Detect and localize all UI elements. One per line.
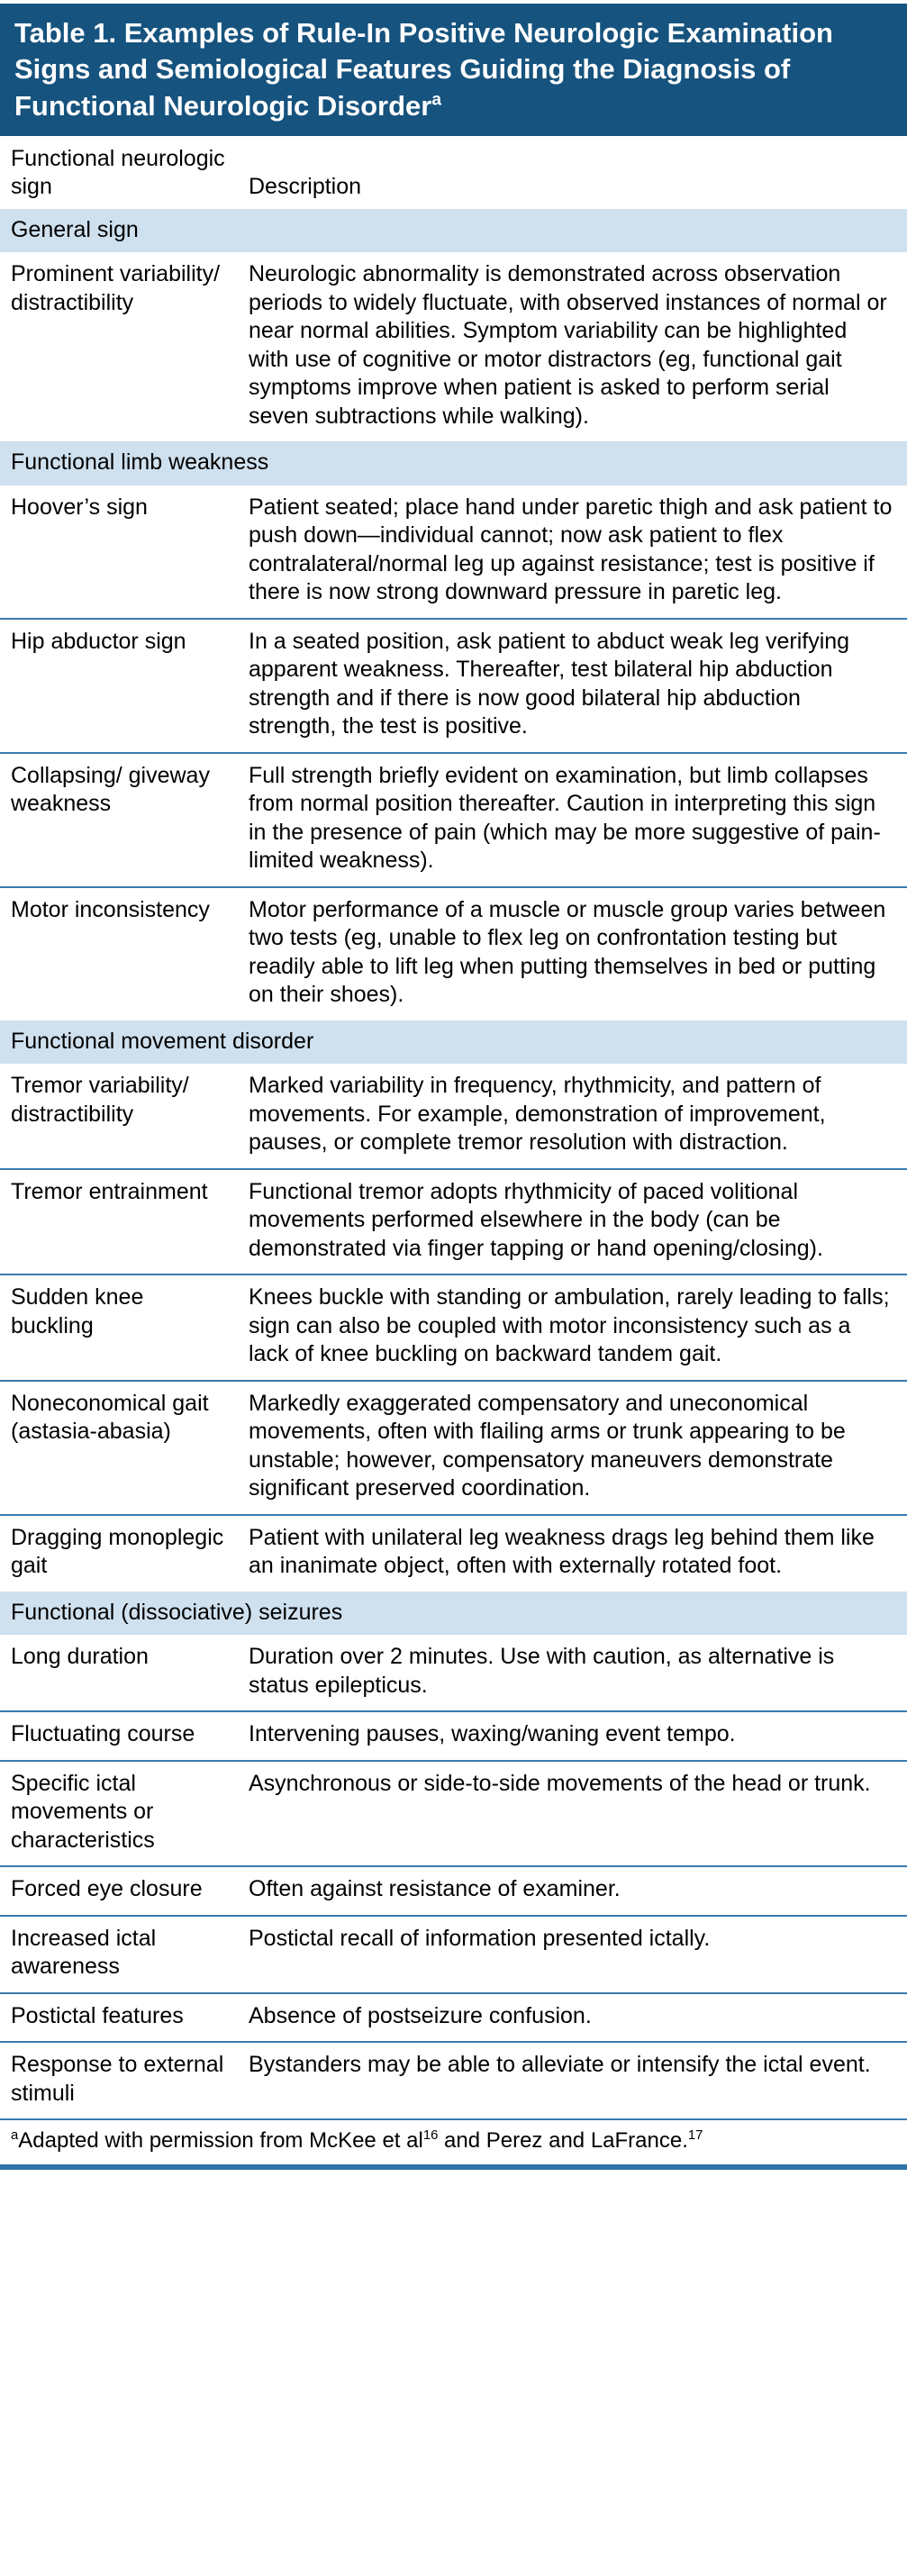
section-header-functional-dissociative-seizures: Functional (dissociative) seizures xyxy=(0,1592,907,1636)
table-row xyxy=(0,1168,907,1274)
table-row xyxy=(0,1380,907,1514)
description-cell: Functional tremor adopts rhythmicity of paced volitional movements performed elsewhere in the body (can be demonstrated via finger tapping or hand opening/closing). xyxy=(249,1178,823,1261)
section-functional-dissociative-seizures xyxy=(0,1635,907,2118)
table-row xyxy=(0,1915,907,1992)
column-header-description: Description xyxy=(249,174,362,200)
sign-cell: Motor inconsistency xyxy=(11,896,210,922)
description-cell: Motor performance of a muscle or muscle group varies between two tests (eg, unable to flex leg on confrontation testing but readily able to lift leg when putting themselves in bed or putting on their shoes). xyxy=(249,896,886,1008)
description-cell: Asynchronous or side-to-side movements of the head or trunk. xyxy=(249,1770,871,1796)
footnote-text-1: Adapted with permission from McKee et al xyxy=(18,2128,423,2154)
description-cell: Knees buckle with standing or ambulation, rarely leading to falls; sign can also be coupled with motor inconsistency such as a lack of knee buckling on backward tandem gait. xyxy=(249,1284,890,1367)
sign-cell: Response to external stimuli xyxy=(11,2052,224,2106)
table-row xyxy=(0,752,907,886)
sign-cell: Long duration xyxy=(11,1644,149,1670)
section-header-functional-limb-weakness: Functional limb weakness xyxy=(0,441,907,485)
section-header-general-sign: General sign xyxy=(0,209,907,253)
sign-cell: Hoover’s sign xyxy=(11,494,148,520)
description-cell: Full strength briefly evident on examination, but limb collapses from normal position thereafter. Caution in interpreting this sign in the presence of pain (which may be more suggestive of pain-limited weakness). xyxy=(249,762,881,874)
sign-cell: Prominent variability/ distractibility xyxy=(11,261,221,315)
description-cell: Bystanders may be able to alleviate or intensify the ictal event. xyxy=(249,2052,871,2078)
table-row xyxy=(0,485,907,618)
section-general-sign xyxy=(0,252,907,441)
table-row xyxy=(0,2041,907,2118)
footnote-marker: a xyxy=(11,2128,19,2144)
table-footnote xyxy=(0,2118,907,2169)
table-row xyxy=(0,1992,907,2042)
description-cell: Patient seated; place hand under paretic thigh and ask patient to push down—individual cannot; now ask patient to flex contralateral/normal leg up against resistance; test is positive if there is now strong downward pressure in paretic leg. xyxy=(249,494,893,605)
table-title-superscript: a xyxy=(431,90,442,110)
column-header-sign: Functional neurologic sign xyxy=(11,145,225,200)
table-row xyxy=(0,1274,907,1380)
sign-cell: Forced eye closure xyxy=(11,1876,203,1902)
sign-cell: Specific ictal movements or characteristics xyxy=(11,1770,155,1853)
table-row xyxy=(0,618,907,752)
table-row xyxy=(0,1865,907,1915)
table-row xyxy=(0,252,907,441)
section-functional-movement-disorder xyxy=(0,1064,907,1592)
footnote-reference-17: 17 xyxy=(687,2128,703,2144)
table-row xyxy=(0,1635,907,1710)
table-title-bar xyxy=(0,4,907,136)
table-title: Table 1. Examples of Rule-In Positive Neurologic Examination Signs and Semiological Features Guiding the Diagnosis of Functional Neurologic Disorder xyxy=(14,17,833,122)
table-row xyxy=(0,1064,907,1168)
sign-cell: Dragging monoplegic gait xyxy=(11,1524,224,1579)
sign-cell: Hip abductor sign xyxy=(11,628,186,654)
description-cell: Patient with unilateral leg weakness drags leg behind them like an inanimate object, often with externally rotated foot. xyxy=(249,1524,875,1579)
description-cell: Markedly exaggerated compensatory and uneconomical movements, often with flailing arms or trunk appearing to be unstable; however, compensatory maneuvers demonstrate significant preserved coordination. xyxy=(249,1390,846,1501)
sign-cell: Fluctuating course xyxy=(11,1721,195,1747)
sign-cell: Tremor entrainment xyxy=(11,1178,208,1204)
footnote-reference-16: 16 xyxy=(422,2128,439,2144)
sign-cell: Sudden knee buckling xyxy=(11,1284,144,1338)
sign-cell: Postictal features xyxy=(11,2002,184,2028)
section-header-functional-movement-disorder: Functional movement disorder xyxy=(0,1020,907,1065)
table-row xyxy=(0,1760,907,1866)
column-header-row xyxy=(0,136,907,209)
description-cell: Absence of postseizure confusion. xyxy=(249,2002,592,2028)
description-cell: Neurologic abnormality is demonstrated across observation periods to widely fluctuate, with observed instances of normal or near normal abilities. Symptom variability can be highlighted with use of cognitive or motor distractors (eg, functional gait symptoms improve when patient is asked to perform serial seven subtractions while walking). xyxy=(249,261,887,429)
table-row xyxy=(0,1710,907,1760)
sign-cell: Collapsing/ giveway weakness xyxy=(11,762,210,817)
table-row xyxy=(0,886,907,1020)
description-cell: Intervening pauses, waxing/waning event tempo. xyxy=(249,1721,736,1747)
description-cell: Often against resistance of examiner. xyxy=(249,1876,621,1902)
description-cell: Postictal recall of information presented ictally. xyxy=(249,1925,711,1951)
footnote-text-2: and Perez and LaFrance. xyxy=(438,2128,688,2154)
description-cell: Marked variability in frequency, rhythmicity, and pattern of movements. For example, demonstration of improvement, pauses, or complete tremor resolution with distraction. xyxy=(249,1073,826,1156)
section-functional-limb-weakness xyxy=(0,485,907,1020)
sign-cell: Tremor variability/ distractibility xyxy=(11,1073,189,1127)
description-cell: In a seated position, ask patient to abduct weak leg verifying apparent weakness. Thereafter, test bilateral hip abduction strength and if there is now good bilateral hip abduction strength, the test is positive. xyxy=(249,628,850,739)
table-row xyxy=(0,1514,907,1592)
description-cell: Duration over 2 minutes. Use with caution, as alternative is status epilepticus. xyxy=(249,1644,835,1698)
sign-cell: Noneconomical gait (astasia-abasia) xyxy=(11,1390,209,1445)
sign-cell: Increased ictal awareness xyxy=(11,1925,157,1980)
